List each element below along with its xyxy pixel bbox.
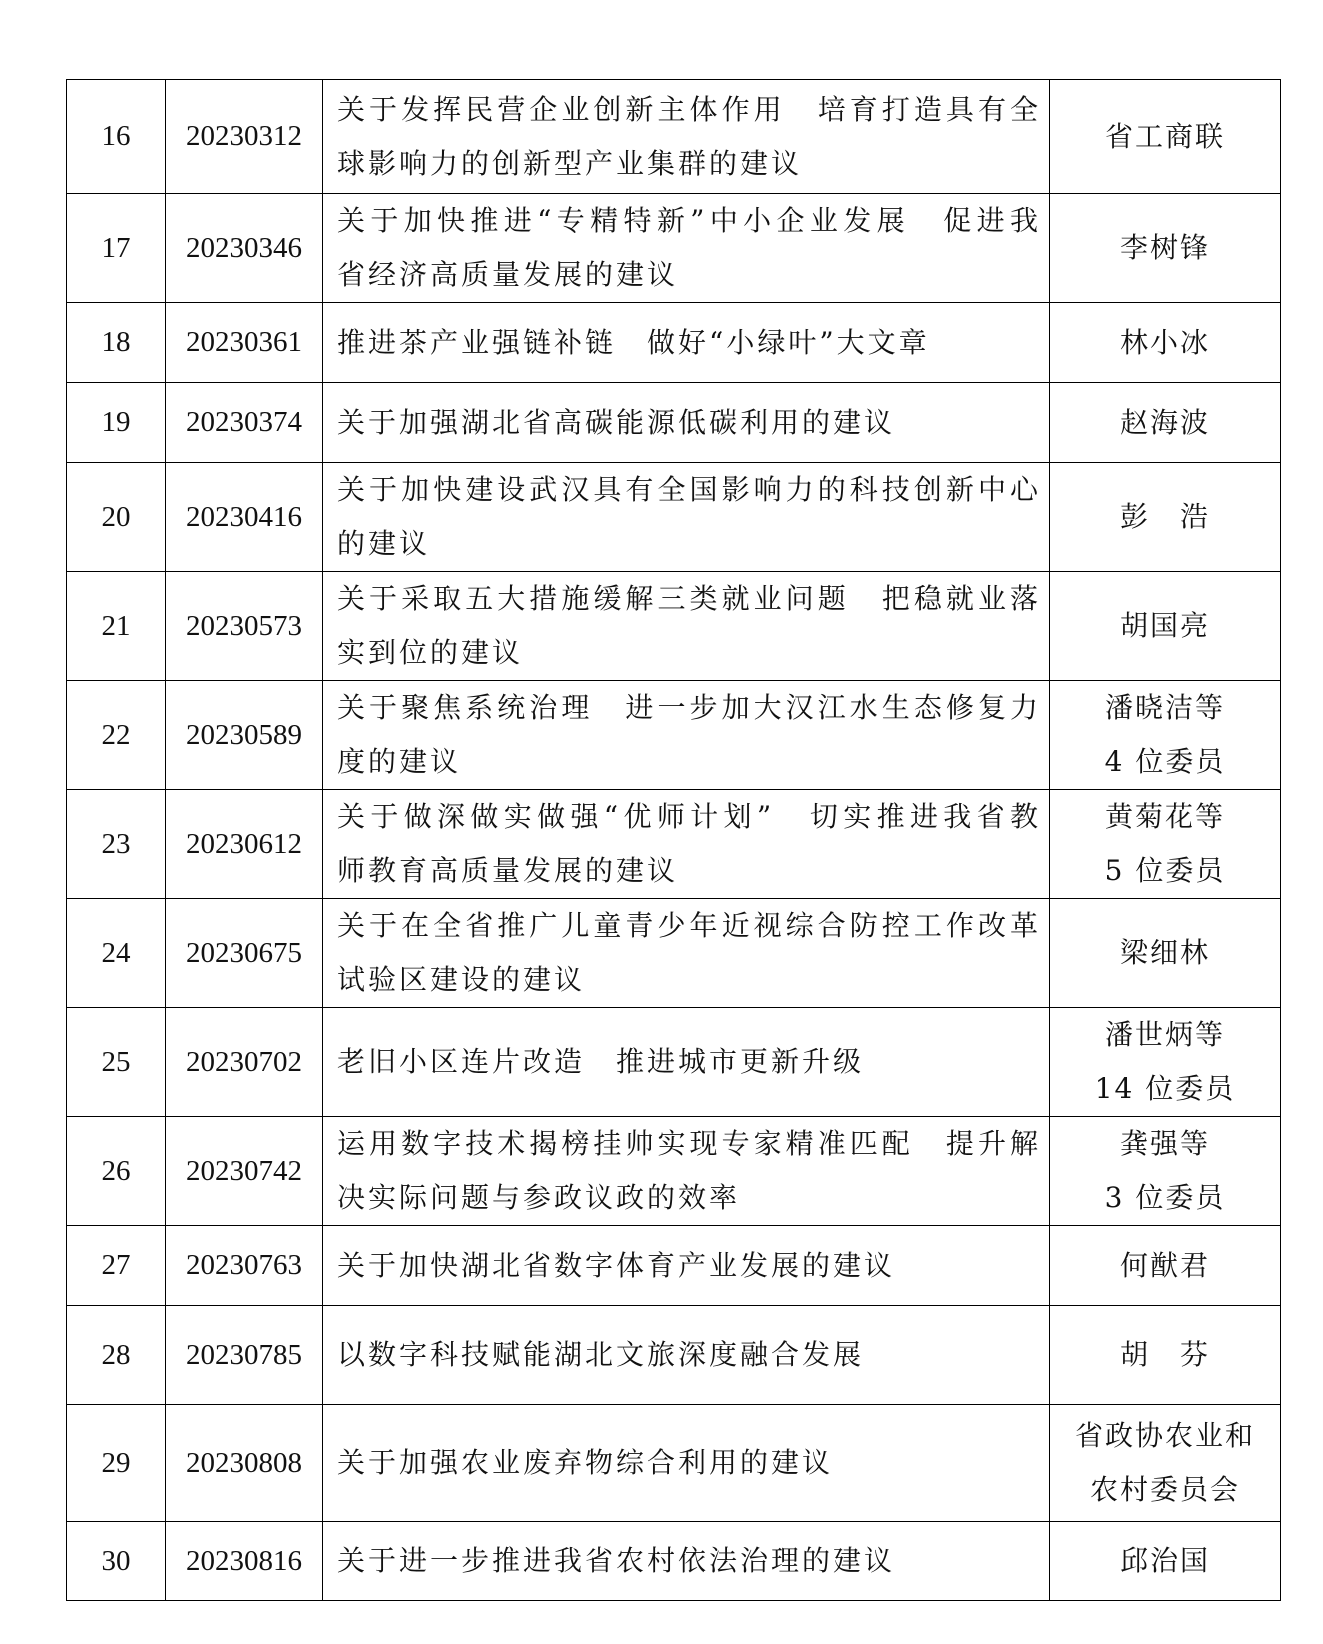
proposer — [1050, 790, 1281, 899]
proposer-line: 5 位委员 — [1104, 854, 1226, 887]
table-row — [67, 1226, 1281, 1306]
proposer — [1050, 1306, 1281, 1405]
title-line: 关于进一步推进我省农村依法治理的建议 — [337, 1544, 896, 1577]
title-line: 关于聚焦系统治理 进一步加大汉江水生态修复力 — [337, 691, 1039, 724]
row-number: 20 — [67, 463, 166, 572]
row-number: 18 — [67, 303, 166, 383]
table-row — [67, 1405, 1281, 1522]
table-row — [67, 194, 1281, 303]
proposer-line: 省工商联 — [1104, 119, 1225, 153]
proposer — [1050, 194, 1281, 303]
proposal-code: 20230361 — [166, 303, 323, 383]
proposal-code: 20230312 — [166, 80, 323, 194]
row-number: 21 — [67, 572, 166, 681]
proposal-code: 20230785 — [166, 1306, 323, 1405]
title-line: 试验区建设的建议 — [337, 963, 586, 996]
proposal-title — [323, 463, 1050, 572]
proposer-line: 胡国亮 — [1119, 609, 1210, 642]
title-line: 省经济高质量发展的建议 — [337, 258, 679, 291]
proposer — [1050, 1226, 1281, 1306]
proposer — [1050, 80, 1281, 194]
proposal-code: 20230374 — [166, 383, 323, 463]
row-number: 28 — [67, 1306, 166, 1405]
title-line: 的建议 — [337, 527, 431, 560]
proposer-line: 省政协农业和 — [1074, 1419, 1255, 1452]
proposal-code: 20230612 — [166, 790, 323, 899]
proposal-title — [323, 1008, 1050, 1117]
proposal-title — [323, 194, 1050, 303]
row-number: 23 — [67, 790, 166, 899]
proposer — [1050, 899, 1281, 1008]
title-line: 老旧小区连片改造 推进城市更新升级 — [337, 1045, 865, 1078]
table-row — [67, 383, 1281, 463]
proposal-code: 20230702 — [166, 1008, 323, 1117]
proposal-title — [323, 1405, 1050, 1522]
proposal-code: 20230573 — [166, 572, 323, 681]
table-row — [67, 681, 1281, 790]
proposal-title — [323, 383, 1050, 463]
table-row — [67, 790, 1281, 899]
proposal-code: 20230416 — [166, 463, 323, 572]
title-line: 关于发挥民营企业创新主体作用 培育打造具有全 — [337, 92, 1039, 126]
table-row — [67, 1117, 1281, 1226]
title-line: 关于加快湖北省数字体育产业发展的建议 — [337, 1248, 896, 1282]
proposer — [1050, 383, 1281, 463]
proposal-title — [323, 572, 1050, 681]
title-line: 关于做深做实做强“优师计划” 切实推进我省教 — [337, 800, 1039, 833]
row-number: 29 — [67, 1405, 166, 1522]
title-line: 关于加强湖北省高碳能源低碳利用的建议 — [337, 405, 896, 439]
proposal-title — [323, 899, 1050, 1008]
proposer — [1050, 572, 1281, 681]
proposer — [1050, 1405, 1281, 1522]
proposer-line: 胡 芬 — [1119, 1338, 1210, 1371]
proposal-code: 20230816 — [166, 1522, 323, 1601]
row-number: 30 — [67, 1522, 166, 1601]
proposer-line: 李树锋 — [1119, 231, 1210, 264]
proposal-code: 20230589 — [166, 681, 323, 790]
proposal-code: 20230763 — [166, 1226, 323, 1306]
table-row — [67, 80, 1281, 194]
proposal-title — [323, 303, 1050, 383]
title-line: 以数字科技赋能湖北文旅深度融合发展 — [337, 1338, 865, 1371]
row-number: 27 — [67, 1226, 166, 1306]
proposal-title — [323, 790, 1050, 899]
row-number: 25 — [67, 1008, 166, 1117]
title-line: 实到位的建议 — [337, 636, 524, 669]
proposer — [1050, 681, 1281, 790]
table-row — [67, 303, 1281, 383]
title-line: 球影响力的创新型产业集群的建议 — [337, 146, 803, 180]
title-line: 关于在全省推广儿童青少年近视综合防控工作改革 — [337, 909, 1039, 942]
row-number: 26 — [67, 1117, 166, 1226]
proposer-line: 彭 浩 — [1119, 500, 1210, 533]
proposals-table — [66, 79, 1281, 1601]
proposer-line: 4 位委员 — [1104, 745, 1226, 778]
proposer — [1050, 1117, 1281, 1226]
proposal-code: 20230742 — [166, 1117, 323, 1226]
proposal-title — [323, 681, 1050, 790]
table-row — [67, 463, 1281, 572]
title-line: 关于采取五大措施缓解三类就业问题 把稳就业落 — [337, 582, 1039, 615]
proposal-code: 20230808 — [166, 1405, 323, 1522]
proposer-line: 邱治国 — [1119, 1544, 1210, 1577]
title-line: 关于加快建设武汉具有全国影响力的科技创新中心 — [337, 473, 1039, 506]
proposal-title — [323, 1117, 1050, 1226]
proposer — [1050, 303, 1281, 383]
title-line: 推进茶产业强链补链 做好“小绿叶”大文章 — [337, 325, 930, 359]
proposer-line: 黄菊花等 — [1104, 800, 1225, 833]
title-line: 运用数字技术揭榜挂帅实现专家精准匹配 提升解 — [337, 1127, 1039, 1160]
table-row — [67, 1008, 1281, 1117]
table-row — [67, 1306, 1281, 1405]
title-line: 关于加快推进“专精特新”中小企业发展 促进我 — [337, 204, 1039, 237]
proposal-title — [323, 1522, 1050, 1601]
proposal-title — [323, 1306, 1050, 1405]
proposer-line: 何猷君 — [1119, 1248, 1210, 1282]
table-row — [67, 899, 1281, 1008]
row-number: 22 — [67, 681, 166, 790]
proposer-line: 农村委员会 — [1089, 1473, 1240, 1506]
proposer-line: 梁细林 — [1119, 936, 1210, 969]
proposer-line: 3 位委员 — [1104, 1181, 1226, 1214]
row-number: 17 — [67, 194, 166, 303]
proposer-line: 潘世炳等 — [1104, 1018, 1225, 1051]
proposal-code: 20230346 — [166, 194, 323, 303]
table-row — [67, 1522, 1281, 1601]
row-number: 16 — [67, 80, 166, 194]
proposer-line: 14 位委员 — [1094, 1072, 1236, 1105]
proposer-line: 林小冰 — [1119, 325, 1210, 359]
proposal-title — [323, 80, 1050, 194]
title-line: 关于加强农业废弃物综合利用的建议 — [337, 1446, 834, 1479]
proposer-line: 潘晓洁等 — [1104, 691, 1225, 724]
title-line: 决实际问题与参政议政的效率 — [337, 1181, 741, 1214]
row-number: 19 — [67, 383, 166, 463]
title-line: 师教育高质量发展的建议 — [337, 854, 679, 887]
table-row — [67, 572, 1281, 681]
proposer — [1050, 1008, 1281, 1117]
proposer — [1050, 1522, 1281, 1601]
row-number: 24 — [67, 899, 166, 1008]
title-line: 度的建议 — [337, 745, 462, 778]
proposer — [1050, 463, 1281, 572]
proposer-line: 龚强等 — [1119, 1127, 1210, 1160]
proposal-code: 20230675 — [166, 899, 323, 1008]
proposal-title — [323, 1226, 1050, 1306]
proposer-line: 赵海波 — [1119, 405, 1210, 439]
